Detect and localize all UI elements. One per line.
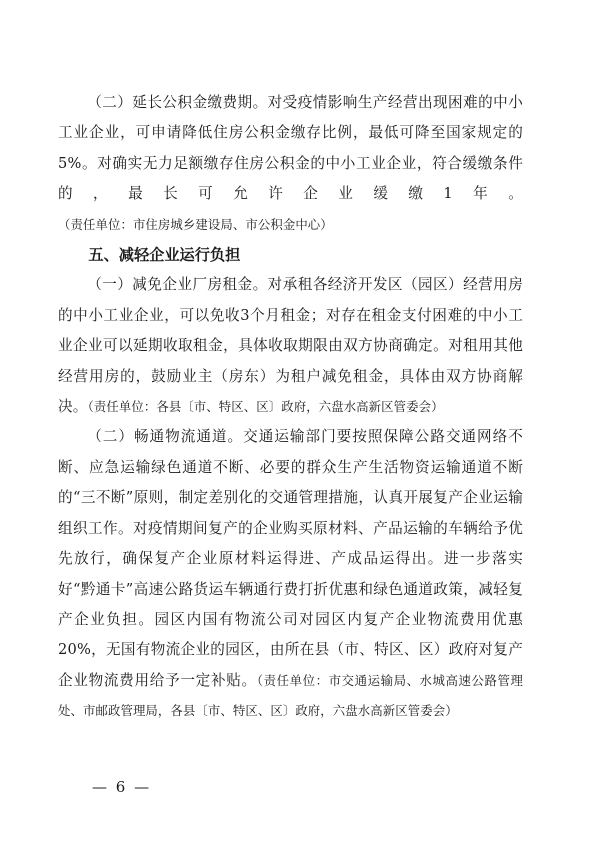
paragraph-rent-reduction (58, 270, 523, 422)
responsible-units: （责任单位：市交通运输局、水城高速公路管理处、市邮政管理局，各县〔市、特区、区〕政府，六盘水高新区管委会） (58, 672, 523, 719)
paragraph-housing-fund (58, 88, 523, 240)
responsible-units: （责任单位：市住房城乡建设局、市公积金中心） (58, 216, 333, 232)
responsible-units: （责任单位：各县〔市、特区、区〕政府，六盘水高新区管委会） (87, 399, 444, 415)
paragraph-text: （二）延长公积金缴费期。对受疫情影响生产经营出现困难的中小工业企业，可申请降低住房公积金缴存比例，最低可降至国家规定的5%。对确实无力足额缴存住房公积金的中小工业企业，符合缓缴条件的，最长可允许企业缓缴1年。 (58, 94, 523, 203)
paragraph-text: （一）减免企业厂房租金。对承租各经济开发区（园区）经营用房的中小工业企业，可以免收3个月租金；对存在租金支付困难的中小工业企业可以延期收取租金，具体收取期限由双方协商确定。对租用其他经营用房的，鼓励业主（房东）为租户减免租金，具体由双方协商解决。 (58, 276, 523, 416)
section-heading: 五、减轻企业运行负担 (88, 246, 241, 265)
paragraph-text: （二）畅通物流通道。交通运输部门要按照保障公路交通网络不断、应急运输绿色通道不断、必要的群众生产生活物资运输通道不断的“三不断”原则，制定差别化的交通管理措施，认真开展复产企业运输组织工作。对疫情期间复产的企业购买原材料、产品运输的车辆给予优先放行，确保复产企业原材料运得进、产成品运得出。进一步落实好“黔通卡”高速公路货运车辆通行费打折优惠和绿色通道政策，减轻复产企业负担。园区内国有物流公司对园区内复产企业物流费用优惠20%，无国有物流企业的园区，由所在县（市、特区、区）政府对复产企业物流费用给予一定补贴。 (58, 428, 523, 689)
document-body (58, 88, 523, 727)
page-number: — 6 — (92, 778, 152, 796)
paragraph-logistics (58, 422, 523, 726)
